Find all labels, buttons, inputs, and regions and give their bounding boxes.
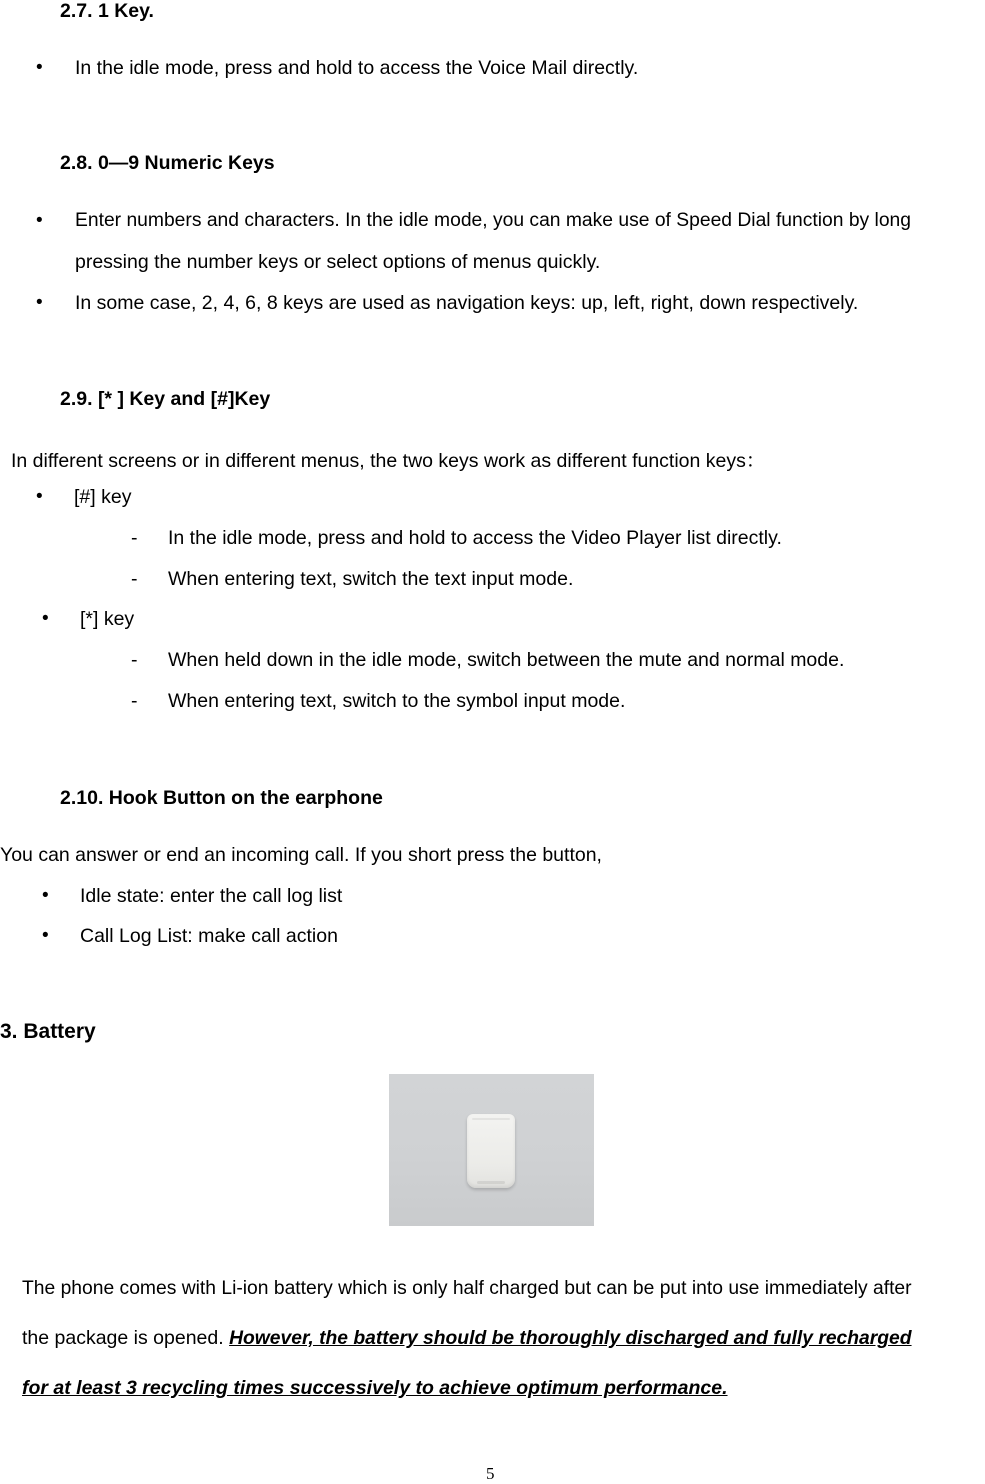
bullet-text: Call Log List: make call action [80,925,338,947]
battery-warning-emphasis: However, the battery should be thoroughly discharged and fully recharged [229,1328,912,1349]
bullet-text: In some case, 2, 4, 6, 8 keys are used as navigation keys: up, left, right, down respectively. [75,292,859,314]
hash-key-label: [#] key [74,486,132,508]
star-key-item: When entering text, switch to the symbol input mode. [168,690,626,712]
bullet-text: Idle state: enter the call log list [80,885,343,907]
dash-icon: - [131,649,138,671]
heading-3-battery: 3. Battery [0,1020,96,1043]
dash-icon: - [131,527,138,549]
hash-key-item: In the idle mode, press and hold to access the Video Player list directly. [168,527,782,549]
bullet-text: Enter numbers and characters. In the idle mode, you can make use of Speed Dial function by long [75,210,912,231]
heading-2-9: 2.9. [* ] Key and [#]Key [60,388,271,410]
dash-icon: - [131,690,138,712]
hash-key-item: When entering text, switch the text input mode. [168,568,574,590]
star-key-item: When held down in the idle mode, switch between the mute and normal mode. [168,649,845,671]
bullet-icon: • [42,608,49,629]
bullet-text: In the idle mode, press and hold to access the Voice Mail directly. [75,57,639,79]
dash-icon: - [131,568,138,590]
section-intro: You can answer or end an incoming call. If you short press the button, [0,844,602,866]
bullet-icon: • [42,885,49,906]
battery-paragraph-line [22,1327,912,1350]
bullet-text-continued: pressing the number keys or select options of menus quickly. [75,251,601,273]
battery-paragraph-line: The phone comes with Li-ion battery which is only half charged but can be put into use immediately after [22,1278,912,1299]
heading-2-10: 2.10. Hook Button on the earphone [60,787,383,809]
bullet-icon: • [36,210,43,231]
battery-photo [389,1074,594,1226]
battery-paragraph-text: the package is opened. [22,1327,230,1349]
bullet-icon: • [42,925,49,946]
battery-warning-emphasis: for at least 3 recycling times successively to achieve optimum performance. [22,1377,728,1399]
page-number: 5 [486,1464,495,1483]
heading-2-8: 2.8. 0—9 Numeric Keys [60,152,275,174]
bullet-icon: • [36,57,43,78]
heading-2-7: 2.7. 1 Key. [60,0,154,22]
bullet-icon: • [36,486,43,507]
bullet-icon: • [36,292,43,313]
section-intro: In different screens or in different menus, the two keys work as different function keys： [11,450,766,472]
star-key-label: [*] key [80,608,135,630]
battery-cover-icon [467,1114,515,1188]
